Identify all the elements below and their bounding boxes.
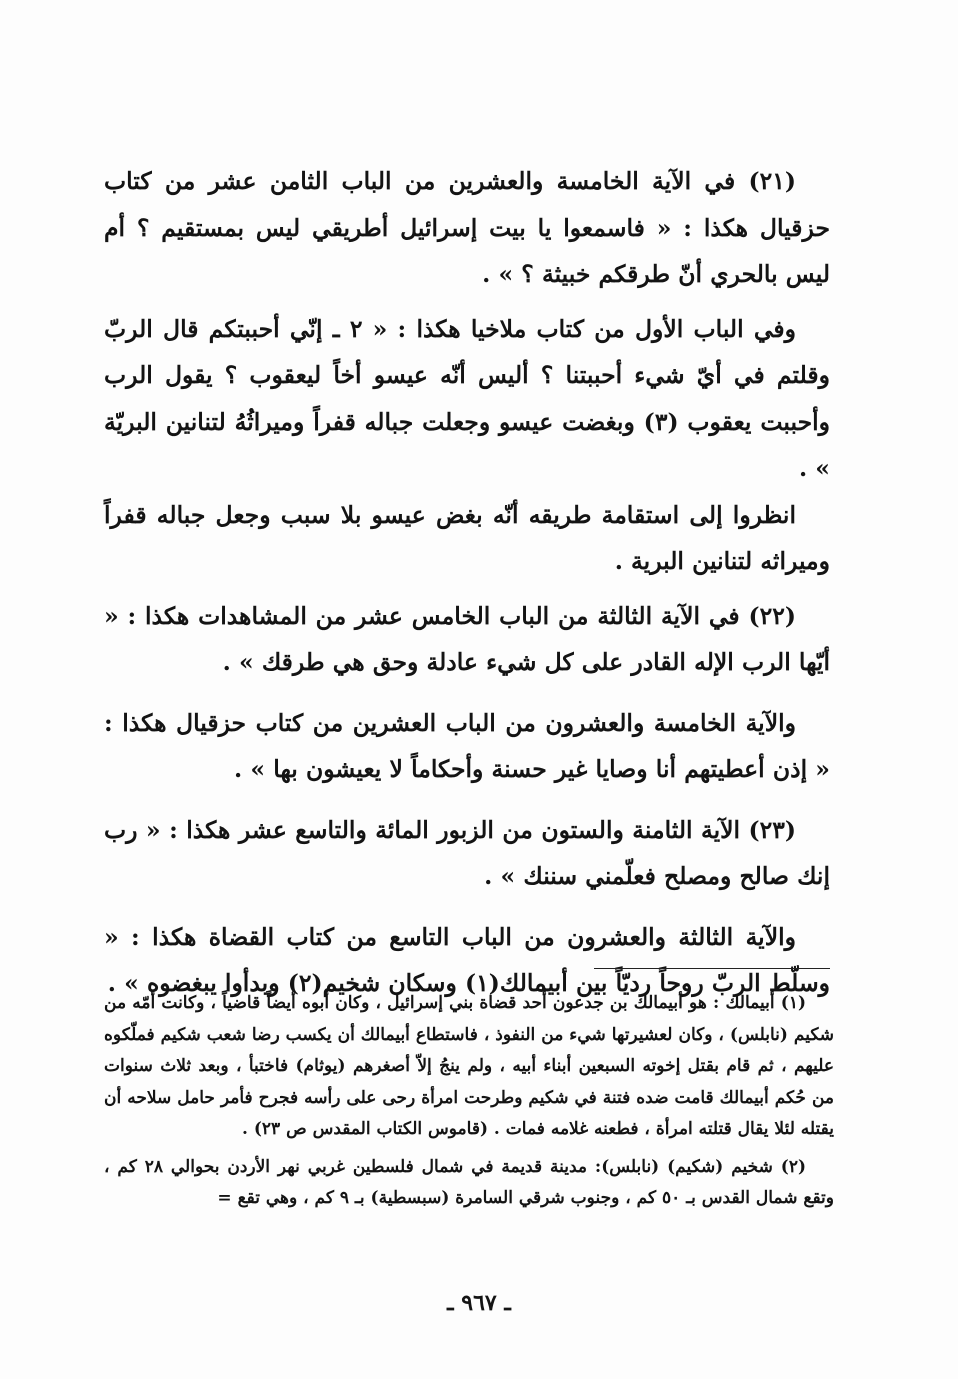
paragraph-ezekiel: والآية الخامسة والعشرون من الباب العشرين من كتاب حزقيال هكذا : « إذن أعطيتهم أنا وصايا غير حسنة وأحكاماً لا يعيشون بها » . [104, 708, 830, 783]
footnotes [104, 988, 834, 1215]
footnote-divider [594, 968, 830, 969]
paragraph-21: (٢١) في الآية الخامسة والعشرين من الباب الثامن عشر من كتاب حزقيال هكذا : « فاسمعوا يا بيت إسرائيل أطريقي ليس بمستقيم ؟ أم ليس بالحري أنّ طرقكم خبيثة ؟ » . [104, 167, 830, 288]
paragraph-22: (٢٢) في الآية الثالثة من الباب الخامس عشر من المشاهدات هكذا : « أيّها الرب الإله القادر على كل شيء عادلة وحق هي طرقك » . [104, 601, 830, 676]
footnote-2: (٢) شخيم (شكيم) (نابلس): مدينة قديمة في شمال فلسطين غربي نهر الأردن بحوالي ٢٨ كم ، وتقع شمال القدس بـ ٥٠ كم ، وجنوب شرقي السامرة (سبسطية) بـ ٩ كم ، وهي تقع = [104, 1156, 834, 1208]
page-number: ـ ٩٦٧ ـ [447, 1290, 511, 1316]
main-text [104, 158, 830, 1007]
paragraph-malachi: وفي الباب الأول من كتاب ملاخيا هكذا : « ٢ ـ إنّي أحببتكم قال الربّ وقلتم في أيّ شيء أحببتنا ؟ أليس أنّه عيسو أخاً ليعقوب ؟ يقول الرب وأحببت يعقوب (٣) وبغضت عيسو وجعلت جباله قفراً وميراثُهُ لتنانين البريّة » . [104, 314, 830, 482]
footnote-1: (١) أبيمالك : هو أبيمالك بن جدعون أحد قضاة بني إسرائيل ، وكان أبوه أيضاً قاضياً ، وكانت أمّه من شكيم (نابلس) ، وكان لعشيرتها شيء من النفوذ ، فاستطاع أبيمالك أن يكسب رضا شعب شكيم فملّكوه عليهم ، ثم قام بقتل إخوته السبعين أبناء أبيه ، ولم ينجُ إلاّ أصغرهم (يوثام) فاختبأ ، وبعد ثلاث سنوات من حُكم أبيمالك قامت ضده فتنة في شكيم وطرحت امرأة رحى على رأسه فجرح فأمر حامل سلاحه أن يقتله لئلا يقال قتلته امرأة ، فطعنه غلامه فمات . (قاموس الكتاب المقدس ص ٢٣) . [104, 993, 834, 1139]
paragraph-23: (٢٣) الآية الثامنة والستون من الزبور المائة والتاسع عشر هكذا : « رب إنك صالح ومصلح فعلّمني سننك » . [104, 815, 830, 890]
paragraph-judges: والآية الثالثة والعشرون من الباب التاسع من كتاب القضاة هكذا : « وسلّط الربّ روحاً رديّاً بين أبيمالك(١) وسكان شخيم(٢) وبدأوا يبغضوه » . [104, 922, 830, 997]
paragraph-commentary: انظروا إلى استقامة طريقه أنّه بغض عيسو بلا سبب وجعل جباله قفراً وميراثه لتنانين البرية . [104, 500, 830, 575]
